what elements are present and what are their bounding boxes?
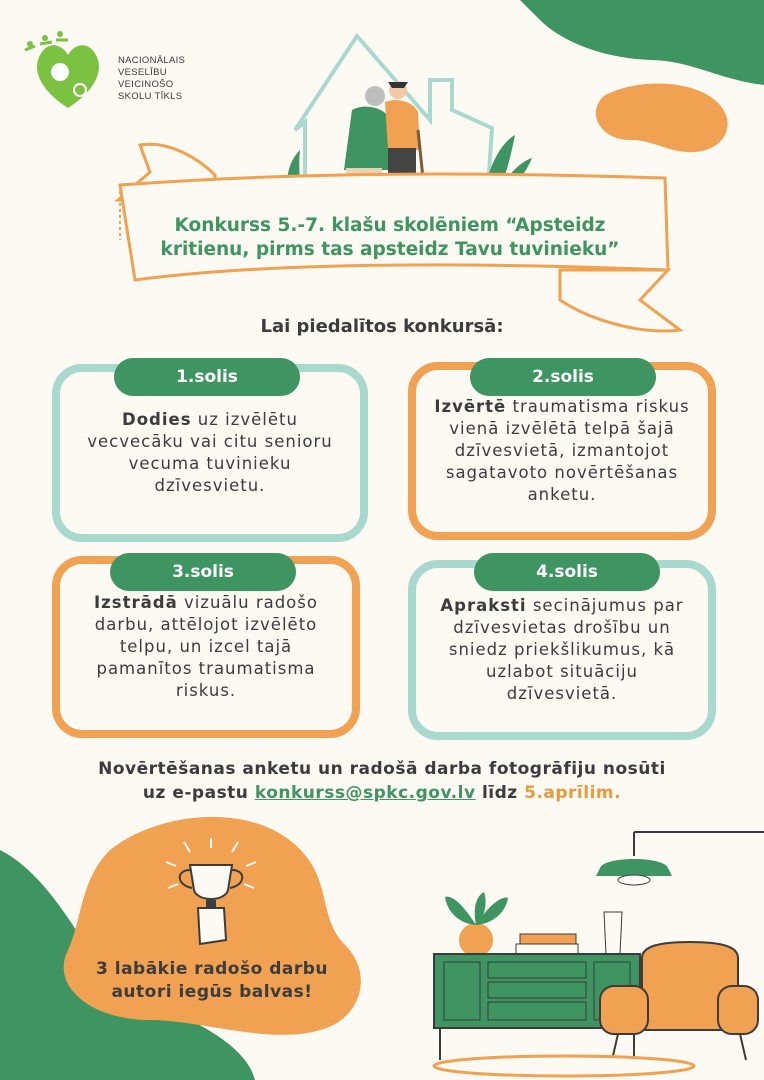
section-subtitle: Lai piedalītos konkursā:	[260, 316, 504, 337]
step-text	[434, 595, 690, 705]
step-verb: Izstrādā	[94, 593, 178, 612]
house-icon	[287, 36, 532, 195]
submission-info	[0, 757, 764, 805]
prize-line2: autori iegūs balvas!	[111, 982, 313, 1002]
step-desc: traumatisma riskus vienā izvēlētā telpā šajā dzīvesvietā, izmantojot sagatavoto novērtēšanas anketu.	[445, 397, 690, 504]
submission-line1: Novērtēšanas anketu un radošā darba fotogrāfiju nosūti	[98, 759, 666, 779]
submission-prefix: uz e-pastu	[142, 783, 255, 803]
logo-line: NACIONĀLAIS	[118, 55, 186, 66]
logo-line: SKOLU TĪKLS	[118, 91, 183, 102]
step-text	[434, 396, 690, 506]
step-desc: secinājumus par dzīvesvietas drošību un sniedz priekšlikumus, kā uzlabot situāciju dzīvesvietā.	[448, 596, 684, 703]
logo-heart-icon	[25, 31, 99, 108]
step-verb: Dodies	[122, 410, 192, 429]
logo-line: VEICINOŠO	[118, 79, 174, 90]
green-blob-top-right	[520, 0, 764, 85]
step-text	[78, 409, 342, 497]
lamp-icon	[596, 832, 764, 885]
step-label-1: 1.solis	[114, 358, 300, 396]
prize-text	[62, 958, 362, 1004]
step-label-3: 3.solis	[110, 553, 296, 591]
logo-text	[118, 55, 185, 103]
step-desc: uz izvēlētu vecvecāku vai citu senioru vecuma tuvinieku dzīvesvietu.	[87, 410, 333, 495]
logo-line: VESELĪBU	[118, 67, 167, 78]
submission-line2	[0, 781, 764, 805]
step-verb: Apraksti	[440, 596, 527, 615]
banner-title-line2: kritienu, pirms tas apsteidz Tavu tuvinieku”	[160, 239, 620, 260]
prize-line1: 3 labākie radošo darbu	[96, 959, 328, 979]
step-verb: Izvērtē	[434, 397, 507, 416]
furniture-illustration	[434, 892, 758, 1076]
banner-title-line1: Konkurss 5.-7. klašu skolēniem “Apsteidz	[174, 215, 606, 236]
step-text	[78, 592, 334, 702]
step-label-2: 2.solis	[470, 358, 656, 396]
deadline-date: 5.aprīlim.	[524, 783, 622, 803]
submission-mid: līdz	[475, 783, 525, 803]
banner-title	[150, 214, 630, 262]
orange-blob-top-right	[596, 84, 728, 153]
step-label-4: 4.solis	[474, 553, 660, 591]
email-link[interactable]: konkurss@spkc.gov.lv	[254, 783, 476, 803]
step-desc: vizuālu radošo darbu, attēlojot izvēlēto telpu, un izcel tajā pamanītos traumatisma riskus.	[94, 593, 318, 700]
